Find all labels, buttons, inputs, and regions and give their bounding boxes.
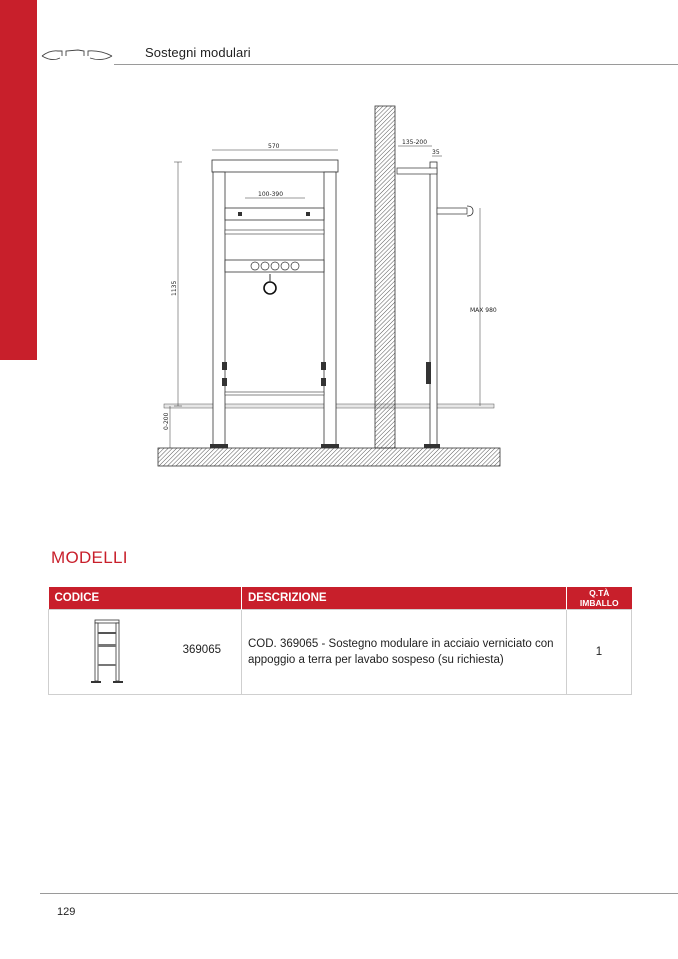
technical-drawing bbox=[130, 100, 510, 500]
header-description: DESCRIZIONE bbox=[242, 587, 567, 610]
dim-wall-offset: 135-200 bbox=[402, 139, 428, 146]
table-row bbox=[49, 610, 632, 695]
dim-height: 1135 bbox=[171, 280, 178, 296]
brand-logo-icon bbox=[40, 44, 114, 64]
dim-inner-width: 100-390 bbox=[258, 191, 284, 198]
page-title: Sostegni modulari bbox=[145, 45, 251, 60]
product-code: 369065 bbox=[182, 644, 221, 656]
dim-small: 35 bbox=[432, 149, 440, 156]
cell-description: COD. 369065 - Sostegno modulare in acciaio verniciato con appoggio a terra per lavabo sospeso (su richiesta) bbox=[242, 610, 567, 695]
cell-code bbox=[49, 610, 242, 695]
page-number: 129 bbox=[57, 906, 76, 918]
models-table bbox=[48, 587, 632, 695]
ground-slab bbox=[158, 448, 500, 466]
header-divider bbox=[114, 64, 678, 65]
header-qty-line1: Q.TÀ bbox=[589, 588, 610, 598]
dim-max-height: MAX 980 bbox=[470, 307, 497, 314]
side-accent-strip bbox=[0, 0, 37, 360]
header-qty-line2: IMBALLO bbox=[579, 598, 619, 608]
table-header-row bbox=[49, 587, 632, 610]
wall-section bbox=[375, 106, 395, 448]
section-title-modelli: MODELLI bbox=[51, 548, 128, 567]
product-thumbnail bbox=[87, 618, 127, 684]
header-qty bbox=[567, 587, 632, 610]
header-code: CODICE bbox=[49, 587, 242, 610]
dim-floor-offset: 0-200 bbox=[163, 412, 170, 430]
footer-divider bbox=[40, 893, 678, 894]
cell-qty: 1 bbox=[567, 610, 632, 695]
dim-width: 570 bbox=[268, 143, 280, 150]
